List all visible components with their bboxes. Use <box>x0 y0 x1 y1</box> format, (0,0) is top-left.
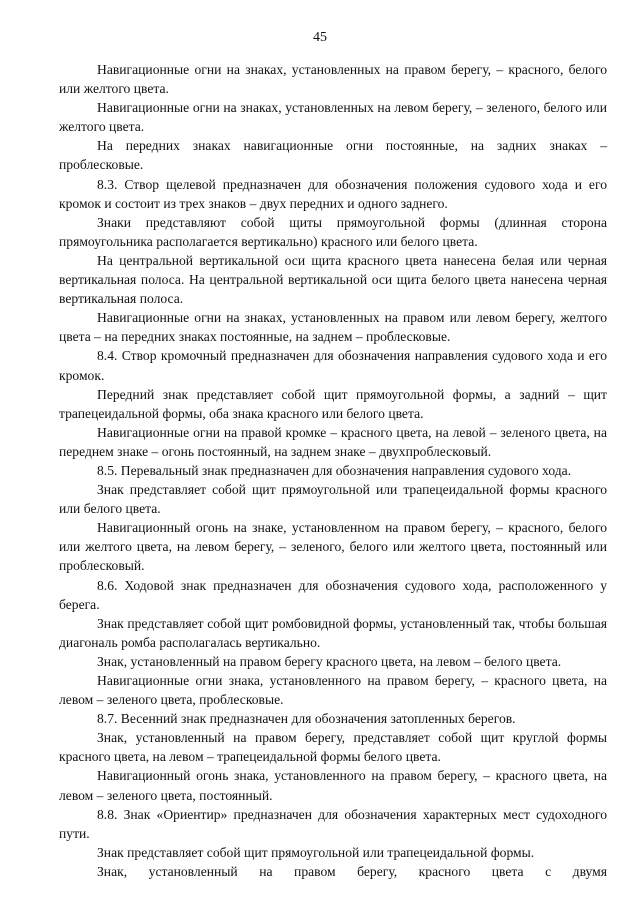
paragraph: Знак представляет собой щит прямоугольной или трапецеидальной формы. <box>97 844 535 860</box>
paragraph: Знаки представляют собой щиты прямоугольной формы (длинная сторона прямоугольника располагается вертикально) красного или белого цвета. <box>59 214 607 249</box>
paragraph: Навигационные огни на знаках, установленных на правом берегу, – красного, белого или желтого цвета. <box>59 62 607 97</box>
paragraph: На центральной вертикальной оси щита красного цвета нанесена белая или черная вертикальная полоса. На центральной вертикальной оси щита белого цвета нанесена черная вертикальная полоса. <box>59 252 607 307</box>
paragraph: 8.3. Створ щелевой предназначен для обозначения положения судового хода и его кромок и состоит из трех знаков – двух передних и одного заднего. <box>59 176 607 211</box>
paragraph: Навигационные огни на правой кромке – красного цвета, на левой – зеленого цвета, на переднем знаке – огонь постоянный, на заднем знаке – двухпроблесковый. <box>59 424 607 459</box>
paragraph: Навигационные огни на знаках, установленных на левом берегу, – зеленого, белого или желтого цвета. <box>59 100 607 135</box>
paragraph: 8.4. Створ кромочный предназначен для обозначения направления судового хода и его кромок. <box>59 348 607 383</box>
paragraph: 8.7. Весенний знак предназначен для обозначения затопленных берегов. <box>97 711 516 727</box>
paragraph: 8.6. Ходовой знак предназначен для обозначения судового хода, расположенного у берега. <box>59 577 607 612</box>
paragraph: 8.5. Перевальный знак предназначен для обозначения направления судового хода. <box>97 462 572 478</box>
paragraph: На передних знаках навигационные огни постоянные, на задних знаках – проблесковые. <box>59 138 607 173</box>
paragraph: Навигационные огни на знаках, установленных на правом или левом берегу, желтого цвета – на передних знаках постоянные, на заднем – проблесковые. <box>59 310 607 345</box>
paragraph: Знак представляет собой щит прямоугольной или трапецеидальной формы красного или белого цвета. <box>59 482 607 517</box>
paragraph: Знак, установленный на правом берегу, красного цвета с двумя <box>97 863 607 879</box>
paragraph: Передний знак представляет собой щит прямоугольной формы, а задний – щит трапецеидальной формы, оба знака красного или белого цвета. <box>59 386 607 421</box>
paragraph: Знак, установленный на правом берегу красного цвета, на левом – белого цвета. <box>97 653 562 669</box>
paragraph: Знак, установленный на правом берегу, представляет собой щит круглой формы красного цвета, на левом – трапецеидальной формы белого цвета. <box>59 730 607 765</box>
page-number: 45 <box>313 30 327 45</box>
document-body <box>59 60 607 881</box>
paragraph: Навигационные огни знака, установленного на правом берегу, – красного цвета, на левом – зеленого цвета, проблесковые. <box>59 673 607 708</box>
paragraph: Знак представляет собой щит ромбовидной формы, установленный так, чтобы большая диагональ ромба располагалась вертикально. <box>59 615 607 650</box>
paragraph: 8.8. Знак «Ориентир» предназначен для обозначения характерных мест судоходного пути. <box>59 806 607 841</box>
paragraph: Навигационный огонь на знаке, установленном на правом берегу, – красного, белого или желтого цвета, на левом берегу, – зеленого, белого или желтого цвета, постоянный или проблесковый. <box>59 520 607 574</box>
paragraph: Навигационный огонь знака, установленного на правом берегу, – красного цвета, на левом – зеленого цвета, постоянный. <box>59 768 607 803</box>
